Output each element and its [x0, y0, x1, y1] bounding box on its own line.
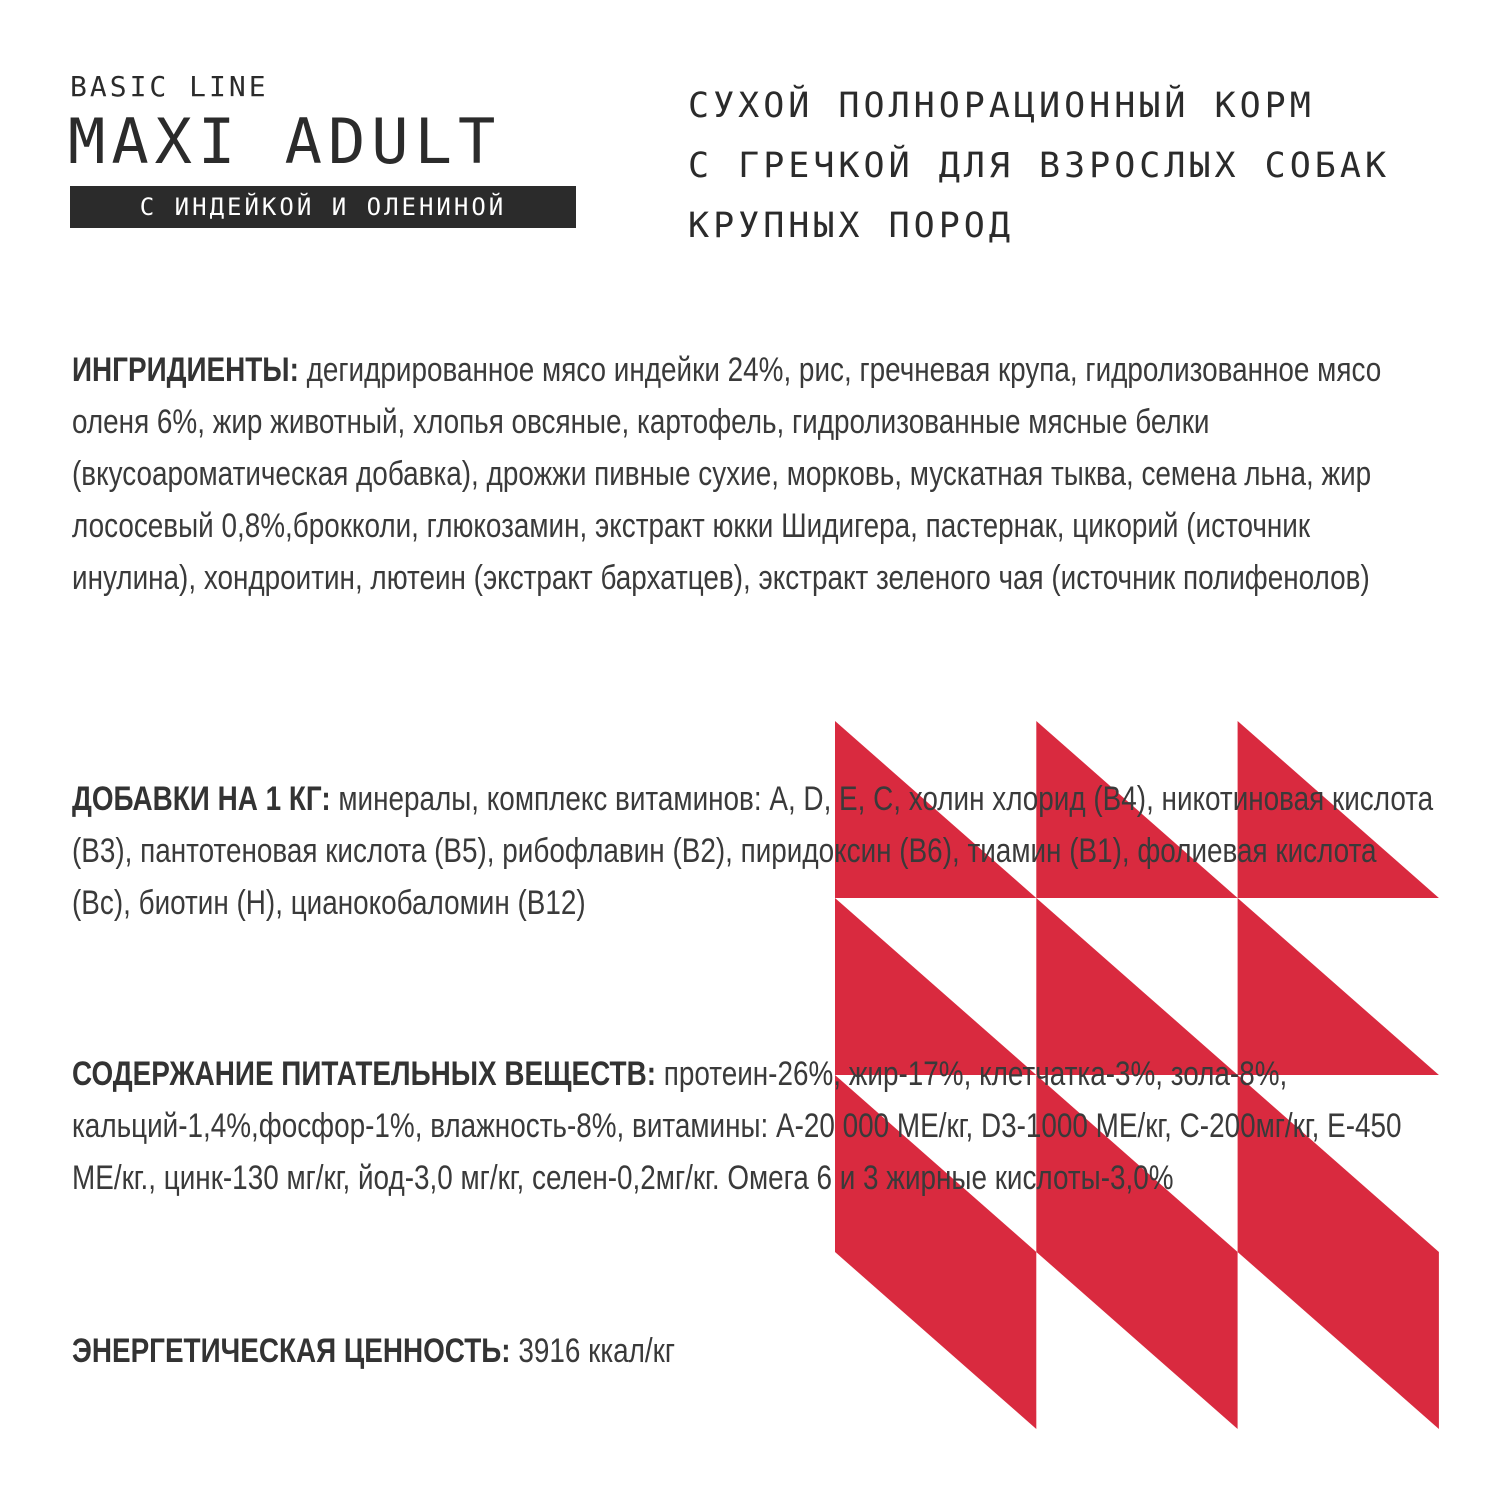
product-description	[688, 76, 1458, 256]
flavor-badge: С ИНДЕЙКОЙ И ОЛЕНИНОЙ	[70, 186, 576, 228]
nutrients-text: протеин-26%, жир-17%, клетчатка-3%, зола-8%, кальций-1,4%,фосфор-1%, влажность-8%, витамины: А-20 000 МЕ/кг, D3-1000 МЕ/кг, С-200мг/кг, Е-450 МЕ/кг., цинк-130 мг/кг, йод-3,0 мг/кг, селен-0,2мг/кг. Омега 6 и 3 жирные кислоты-3,0%	[72, 1055, 1402, 1197]
energy-text: 3916 ккал/кг	[518, 1332, 676, 1370]
nutrients-section	[72, 1048, 1433, 1204]
product-name: MAXI ADULT	[68, 105, 502, 178]
description-line: С ГРЕЧКОЙ ДЛЯ ВЗРОСЛЫХ СОБАК	[688, 146, 1391, 186]
nutrients-label: СОДЕРЖАНИЕ ПИТАТЕЛЬНЫХ ВЕЩЕСТВ:	[72, 1055, 664, 1093]
ingredients-section	[72, 344, 1433, 604]
ingredients-label: ИНГРИДИЕНТЫ:	[72, 351, 307, 389]
description-line: СУХОЙ ПОЛНОРАЦИОННЫЙ КОРМ	[688, 86, 1315, 126]
brand-line: BASIC LINE	[70, 70, 269, 103]
additives-label: ДОБАВКИ НА 1 КГ:	[72, 780, 339, 818]
energy-label: ЭНЕРГЕТИЧЕСКАЯ ЦЕННОСТЬ:	[72, 1332, 519, 1370]
description-line: КРУПНЫХ ПОРОД	[688, 206, 1014, 246]
additives-text: минералы, комплекс витаминов: A, D, E, C, холин хлорид (B4), никотиновая кислота (B3), пантотеновая кислота (B5), рибофлавин (B2), пиридоксин (B6), тиамин (B1), фолиевая кислота (Bc), биотин (H), цианокобаломин (B12)	[72, 780, 1434, 922]
additives-section	[72, 773, 1433, 929]
ingredients-text: дегидрированное мясо индейки 24%, рис, гречневая крупа, гидролизованное мясо оленя 6%, жир животный, хлопья овсяные, картофель, гидролизованные мясные белки (вкусоароматическая добавка), дрожжи пивные сухие, морковь, мускатная тыква, семена льна, жир лососевый 0,8%,брокколи, глюкозамин, экстракт юкки Шидигера, пастернак, цикорий (источник инулина), хондроитин, лютеин (экстракт бархатцев), экстракт зеленого чая (источник полифенолов)	[72, 351, 1382, 597]
energy-section	[72, 1325, 1433, 1377]
